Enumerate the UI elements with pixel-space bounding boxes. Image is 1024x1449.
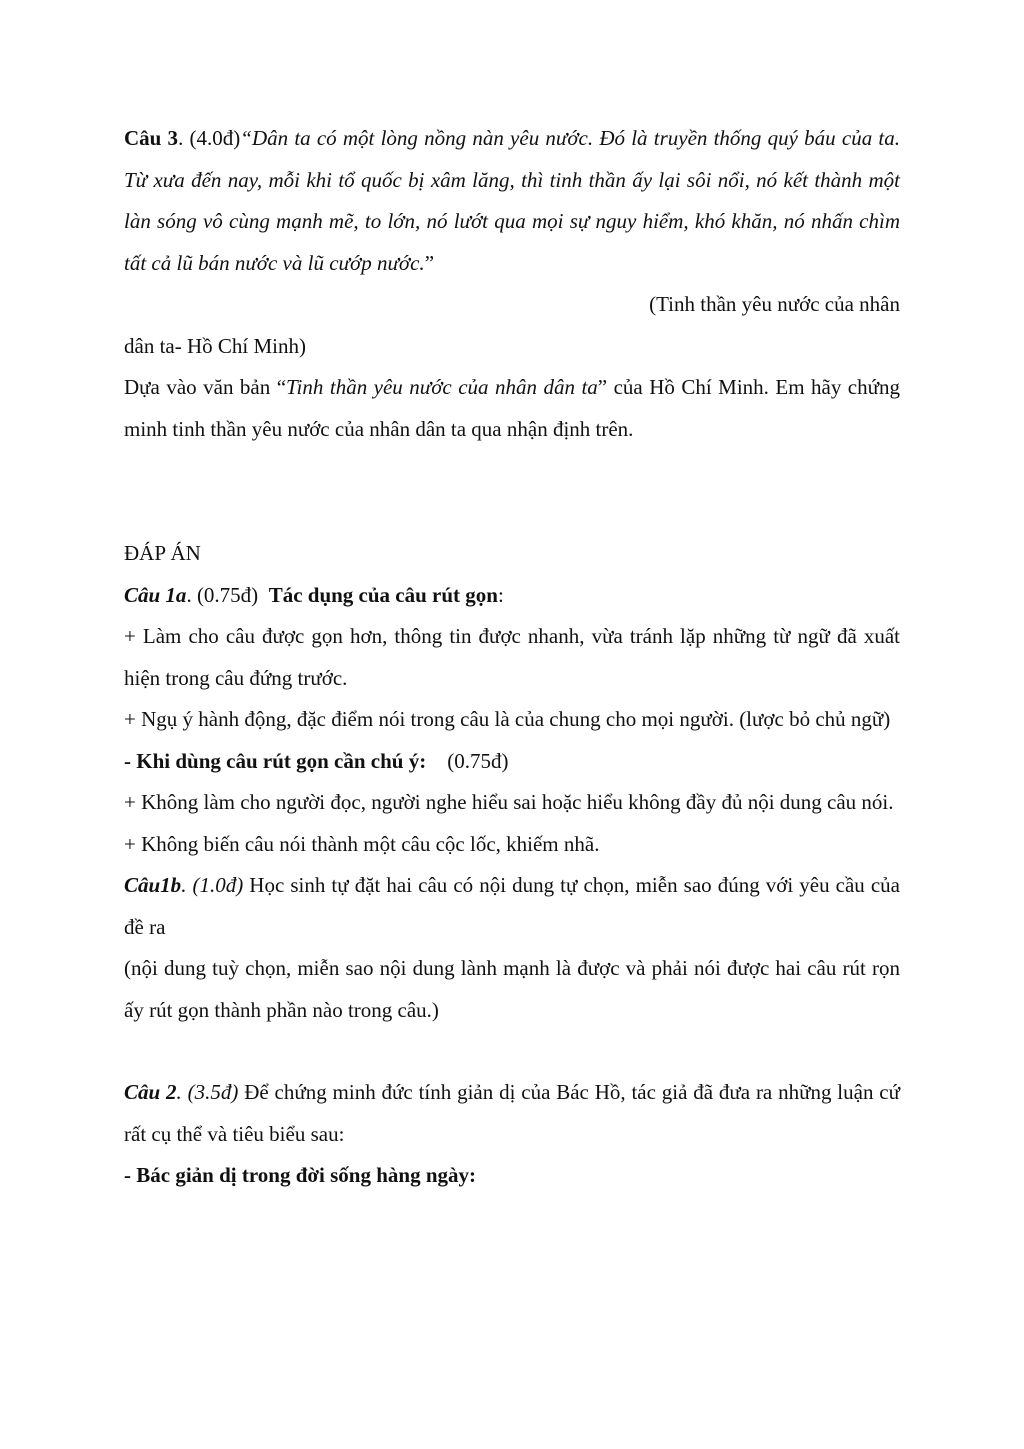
answer-heading: ĐÁP ÁN: [124, 541, 201, 565]
cau1a-note-title: - Khi dùng câu rút gọn cần chú ý:: [124, 748, 427, 773]
cau1b-text: Học sinh tự đặt hai câu có nội dung tự chọn, miễn sao đúng với yêu cầu của đề ra: [124, 873, 900, 939]
cau1a-label: Câu 1a: [124, 582, 187, 607]
spacer: [124, 450, 900, 533]
cau3-task: [124, 367, 900, 450]
cau1a-heading: [124, 575, 900, 617]
cau3-task-title: Tinh thần yêu nước của nhân dân ta: [286, 375, 598, 399]
cau2-text: Để chứng minh đức tính giản dị của Bác Hồ, tác giả đã đưa ra những luận cứ rất cụ thể và tiêu biểu sau:: [124, 1080, 900, 1146]
cau3-quote-close: ”: [424, 250, 435, 275]
cau2-paragraph: [124, 1072, 900, 1155]
cau1b-note: (nội dung tuỳ chọn, miễn sao nội dung lành mạnh là được và phải nói được hai câu rút rọn ấy rút gọn thành phần nào trong câu.): [124, 956, 900, 1022]
cau1a-note-score: (0.75đ): [447, 748, 509, 773]
cau1a-colon: :: [497, 582, 504, 607]
cau3-task-before: Dựa vào văn bản “: [124, 375, 287, 399]
cau1b-label: Câu1b: [124, 873, 182, 897]
document-page: [124, 118, 900, 1197]
cau3-source-line2: dân ta- Hồ Chí Minh): [124, 333, 306, 358]
cau1a-point1: + Làm cho câu được gọn hơn, thông tin được nhanh, vừa tránh lặp những từ ngữ đã xuất hiện trong câu đứng trước.: [124, 624, 900, 690]
cau2-label: Câu 2: [124, 1080, 177, 1104]
spacer: [124, 1031, 900, 1072]
cau3-source-line1: (Tinh thần yêu nước của nhân: [649, 292, 900, 316]
cau3-quote: “Dân ta có một lòng nồng nàn yêu nước. Đó là truyền thống quý báu của ta. Từ xưa đến nay, mỗi khi tổ quốc bị xâm lăng, thì tinh thần ấy lại sôi nổi, nó kết thành một làn sóng vô cùng mạnh mẽ, to lớn, nó lướt qua mọi sự nguy hiểm, khó khăn, nó nhấn chìm tất cả lũ bán nước và lũ cướp nước.: [124, 126, 900, 275]
cau1b-paragraph: [124, 865, 900, 948]
cau1a-point4: + Không biến câu nói thành một câu cộc lốc, khiếm nhã.: [124, 831, 600, 856]
cau2-point1: [124, 1155, 900, 1197]
cau1a-score: . (0.75đ): [186, 582, 259, 607]
cau3-paragraph: [124, 118, 900, 284]
cau1a-note: [124, 741, 900, 783]
cau1b-score: . (1.0đ): [181, 873, 244, 897]
cau3-score: . (4.0đ): [178, 126, 241, 150]
cau3-task-after: ” của Hồ Chí Minh. Em hãy chứng minh tinh thần yêu nước của nhân dân ta qua nhận định trên.: [124, 375, 900, 441]
cau1a-title: Tác dụng của câu rút gọn: [268, 582, 498, 607]
cau1a-point2: + Ngụ ý hành động, đặc điểm nói trong câu là của chung cho mọi người. (lược bỏ chủ ngữ): [124, 707, 891, 731]
cau2-point1-text: - Bác giản dị trong đời sống hàng ngày:: [124, 1163, 476, 1187]
cau3-label: Câu 3: [124, 126, 179, 150]
cau2-score: . (3.5đ): [176, 1080, 239, 1104]
cau1a-point3: + Không làm cho người đọc, người nghe hiểu sai hoặc hiểu không đầy đủ nội dung câu nói.: [124, 790, 894, 814]
